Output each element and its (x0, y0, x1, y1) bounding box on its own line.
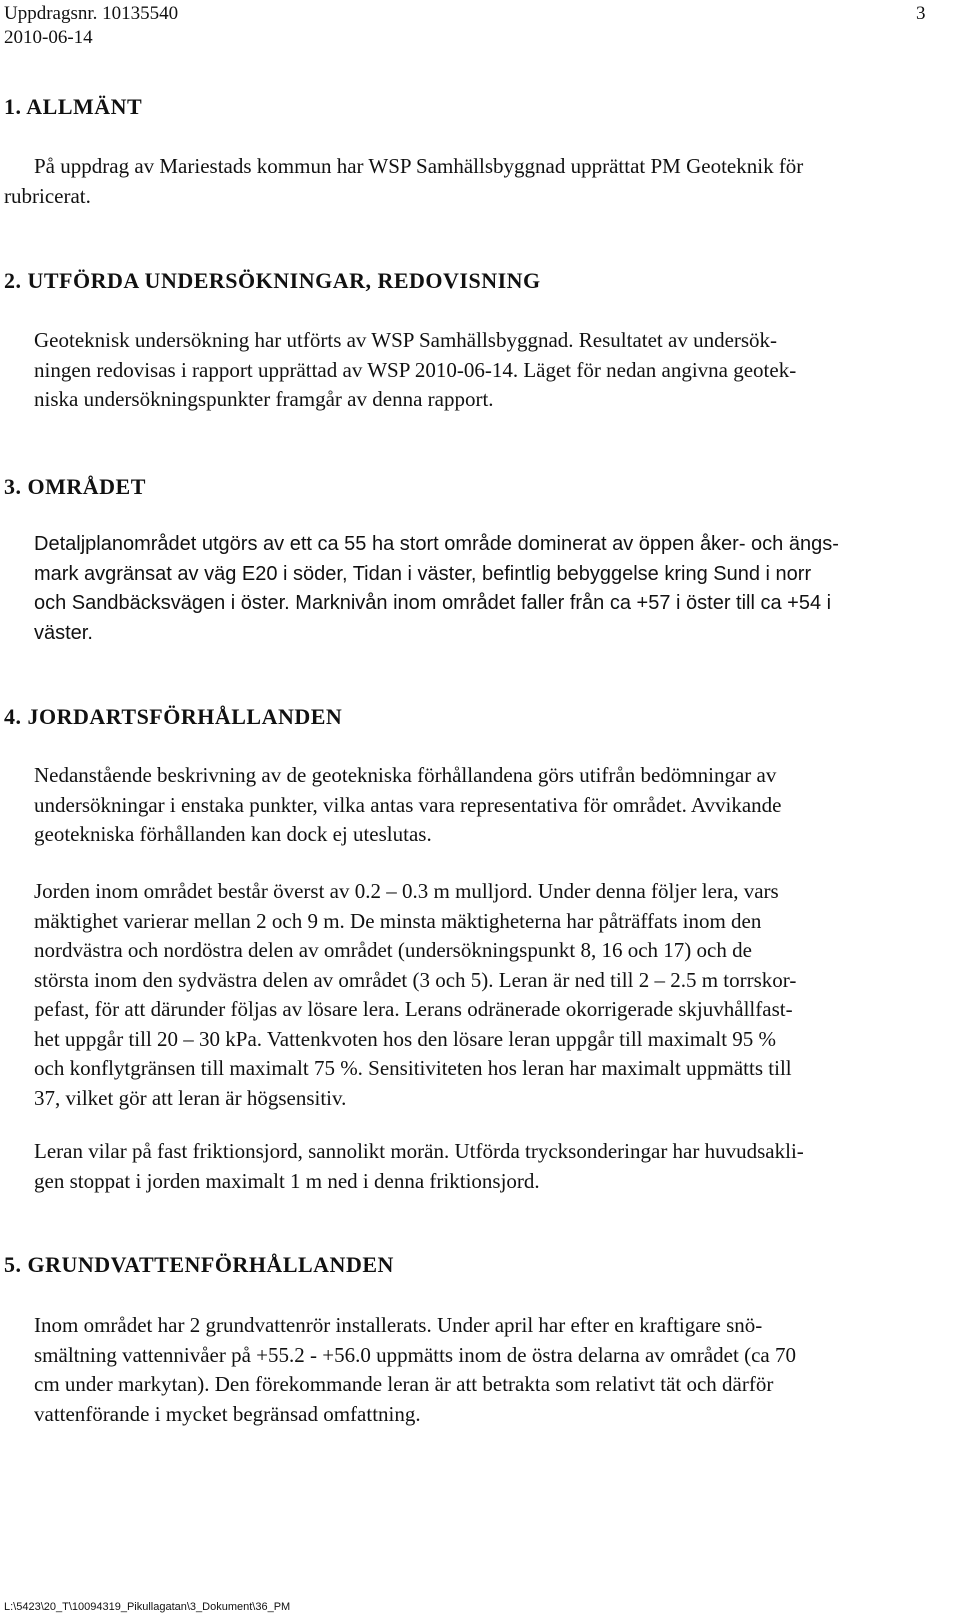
text-line: niska undersökningspunkter framgår av denna rapport. (34, 387, 494, 411)
section-heading-grundvattenforhallanden: 5. GRUNDVATTENFÖRHÅLLANDEN (4, 1252, 394, 1277)
paragraph (34, 761, 954, 850)
paragraph (34, 326, 954, 415)
section-heading-jordartsforhallanden: 4. JORDARTSFÖRHÅLLANDEN (4, 704, 343, 729)
text-line: och Sandbäcksvägen i öster. Marknivån inom området faller från ca +57 i öster till ca +54 i (34, 592, 832, 614)
paragraph (34, 877, 954, 1113)
text-line: mäktighet varierar mellan 2 och 9 m. De minsta mäktigheterna har påträffats inom den (34, 908, 762, 933)
text-line: Geoteknisk undersökning har utförts av WSP Samhällsbyggnad. Resultatet av undersök- (34, 328, 778, 352)
footer-file-path: L:\5423\20_T\10094319_Pikullagatan\3_Dokument\36_PM (4, 1601, 291, 1613)
text-line: cm under markytan). Den förekommande leran är att betrakta som relativt tät och därför (34, 1372, 774, 1396)
assignment-number: Uppdragsnr. 10135540 (4, 3, 179, 24)
text-line: Inom området har 2 grundvattenrör installerats. Under april har efter en kraftigare snö- (34, 1313, 763, 1337)
text-line: Nedanstående beskrivning av de geotekniska förhållandena görs utifrån bedömningar av (34, 763, 777, 787)
text-line: största inom den sydvästra delen av området (3 och 5). Leran är ned till 2 – 2.5 m torrskor- (34, 967, 797, 992)
text-line: På uppdrag av Mariestads kommun har WSP Samhällsbyggnad upprättat PM Geoteknik för (34, 154, 804, 178)
text-line: pefast, för att därunder följas av lösare lera. Lerans odränerade okorrigerade skjuvhållfast- (34, 997, 793, 1021)
text-line: nordvästra och nordöstra delen av området (undersökningspunkt 8, 16 och 17) och de (34, 938, 752, 962)
text-line: vattenförande i mycket begränsad omfattning. (34, 1401, 421, 1426)
text-line: geotekniska förhållanden kan dock ej uteslutas. (34, 822, 432, 846)
document-date: 2010-06-14 (4, 27, 93, 48)
text-line: Jorden inom området består överst av 0.2 – 0.3 m mulljord. Under denna följer lera, vars (34, 879, 779, 903)
text-line: Detaljplanområdet utgörs av ett ca 55 ha stort område dominerat av öppen åker- och ängs- (34, 533, 839, 555)
section-heading-omradet: 3. OMRÅDET (4, 474, 146, 499)
text-line: Leran vilar på fast friktionsjord, sannolikt morän. Utförda trycksonderingar har huvudsakli- (34, 1139, 804, 1163)
text-line: och konflytgränsen till maximalt 75 %. Sensitiviteten hos leran har maximalt uppmätts till (34, 1056, 792, 1080)
text-line: het uppgår till 20 – 30 kPa. Vattenkvoten hos den lösare leran uppgår till maximalt 95 % (34, 1026, 777, 1051)
text-line: ningen redovisas i rapport upprättad av WSP 2010-06-14. Läget för nedan angivna geotek- (34, 357, 797, 382)
section-heading-allmant: 1. ALLMÄNT (4, 94, 143, 119)
text-line: gen stoppat i jorden maximalt 1 m ned i denna friktionsjord. (34, 1168, 540, 1193)
paragraph (4, 152, 954, 211)
text-line: undersökningar i enstaka punkter, vilka antas vara representativa för området. Avvikande (34, 792, 782, 817)
paragraph (34, 1311, 954, 1429)
text-line: rubricerat. (4, 183, 91, 208)
page-number: 3 (916, 3, 926, 24)
text-line: mark avgränsat av väg E20 i söder, Tidan i väster, befintlig bebyggelse kring Sund i norr (34, 562, 812, 585)
text-line: väster. (34, 621, 93, 644)
header-meta (4, 2, 178, 50)
text-line: smältning vattennivåer på +55.2 - +56.0 uppmätts inom de östra delarna av området (ca 70 (34, 1342, 796, 1367)
section-heading-utforda-undersokningar: 2. UTFÖRDA UNDERSÖKNINGAR, REDOVISNING (4, 268, 541, 293)
paragraph (34, 1137, 954, 1196)
text-line: 37, vilket gör att leran är högsensitiv. (34, 1085, 347, 1110)
paragraph (34, 530, 954, 648)
